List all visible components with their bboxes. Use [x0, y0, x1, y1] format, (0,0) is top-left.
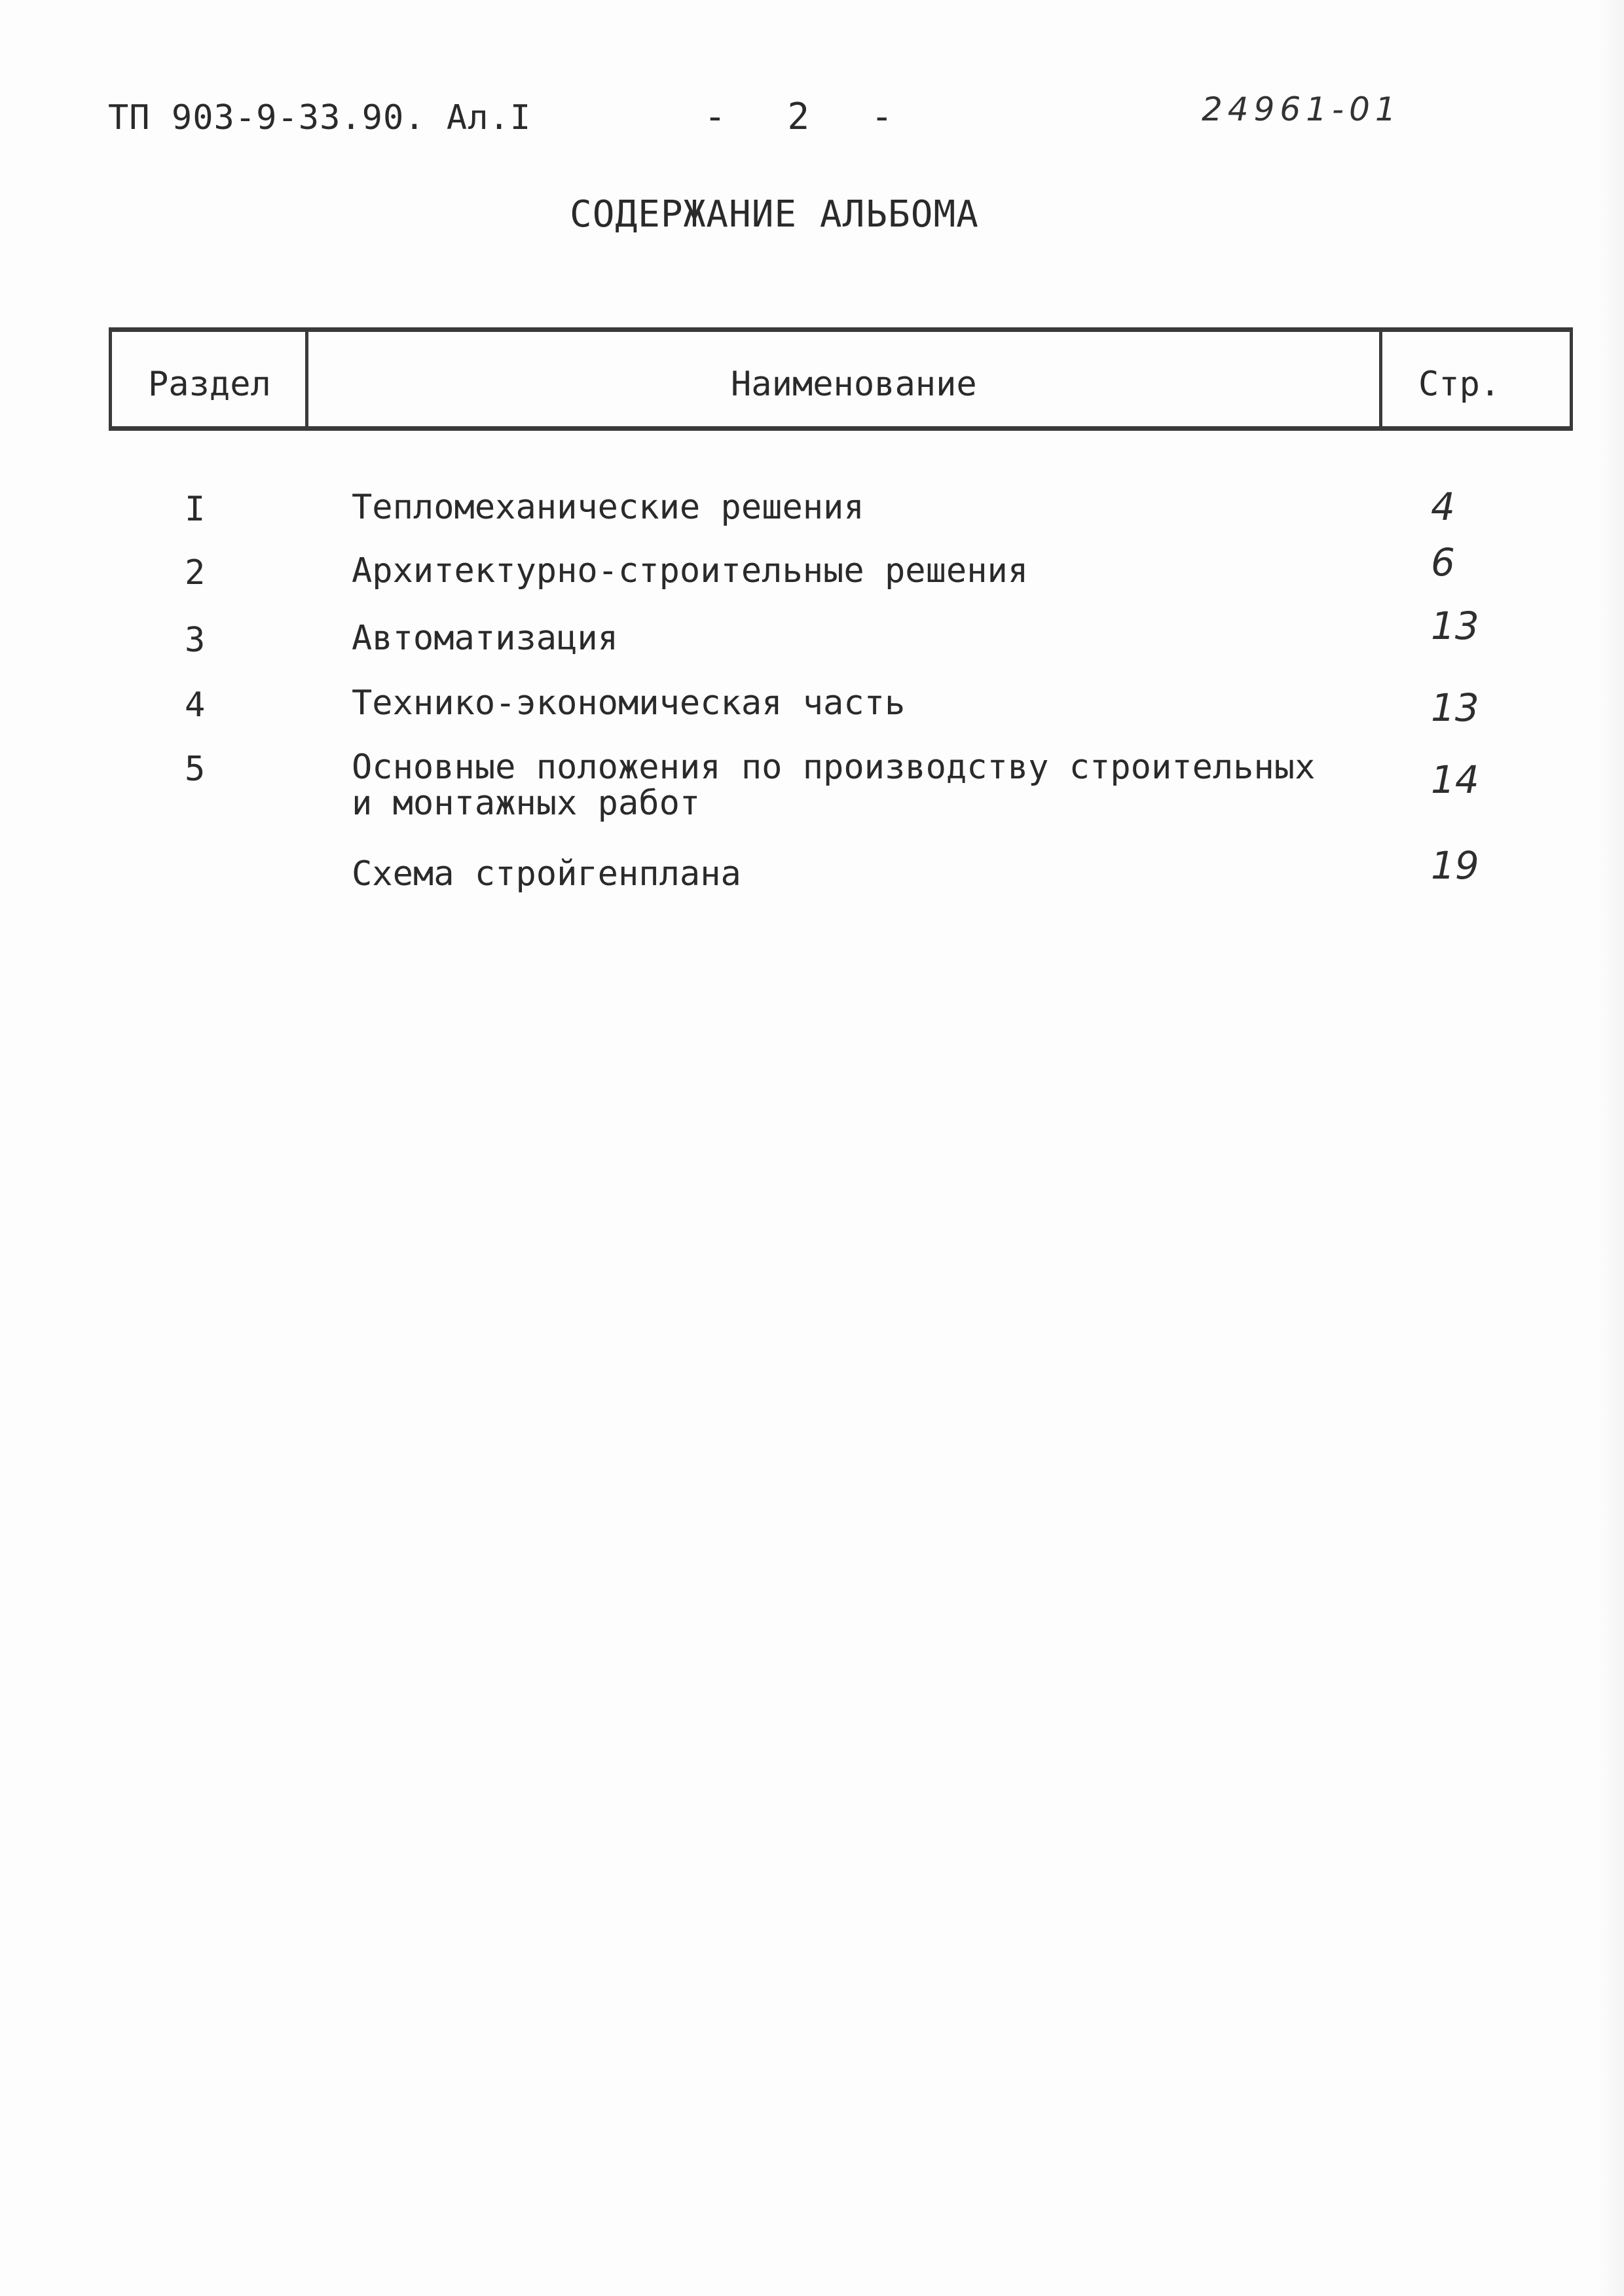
- row-page: 6: [1431, 540, 1455, 585]
- row-name: Схема стройгенплана: [352, 854, 741, 894]
- row-section: 5: [185, 750, 206, 789]
- column-header-page: Стр.: [1418, 365, 1501, 404]
- row-page: 13: [1431, 685, 1479, 730]
- row-page: 19: [1431, 843, 1479, 888]
- column-divider: [305, 332, 308, 426]
- row-name: Основные положения по производству строительных и монтажных работ: [352, 748, 1316, 823]
- column-divider: [1379, 332, 1382, 426]
- row-name: Технико-экономическая часть: [352, 683, 906, 723]
- document-code: ТП 903-9-33.90. Ал.I: [108, 98, 532, 137]
- row-page: 14: [1431, 757, 1479, 802]
- page-number: - 2 -: [704, 96, 913, 138]
- row-section: 4: [185, 685, 206, 725]
- inventory-number: 24961-01: [1202, 90, 1401, 128]
- page-title: СОДЕРЖАНИЕ АЛЬБОМА: [570, 193, 979, 236]
- column-header-section: Раздел: [148, 365, 271, 404]
- row-section: I: [185, 490, 206, 529]
- row-page: 13: [1431, 604, 1479, 648]
- row-name: Тепломеханические решения: [352, 488, 864, 527]
- table-header: [109, 327, 1573, 431]
- row-section: 3: [185, 621, 206, 660]
- row-page: 4: [1431, 484, 1455, 529]
- page-edge-shadow: [1598, 0, 1624, 2296]
- column-header-name: Наименование: [731, 365, 977, 404]
- row-name: Архитектурно-строительные решения: [352, 551, 1029, 591]
- row-name: Автоматизация: [352, 619, 618, 658]
- row-section: 2: [185, 553, 206, 592]
